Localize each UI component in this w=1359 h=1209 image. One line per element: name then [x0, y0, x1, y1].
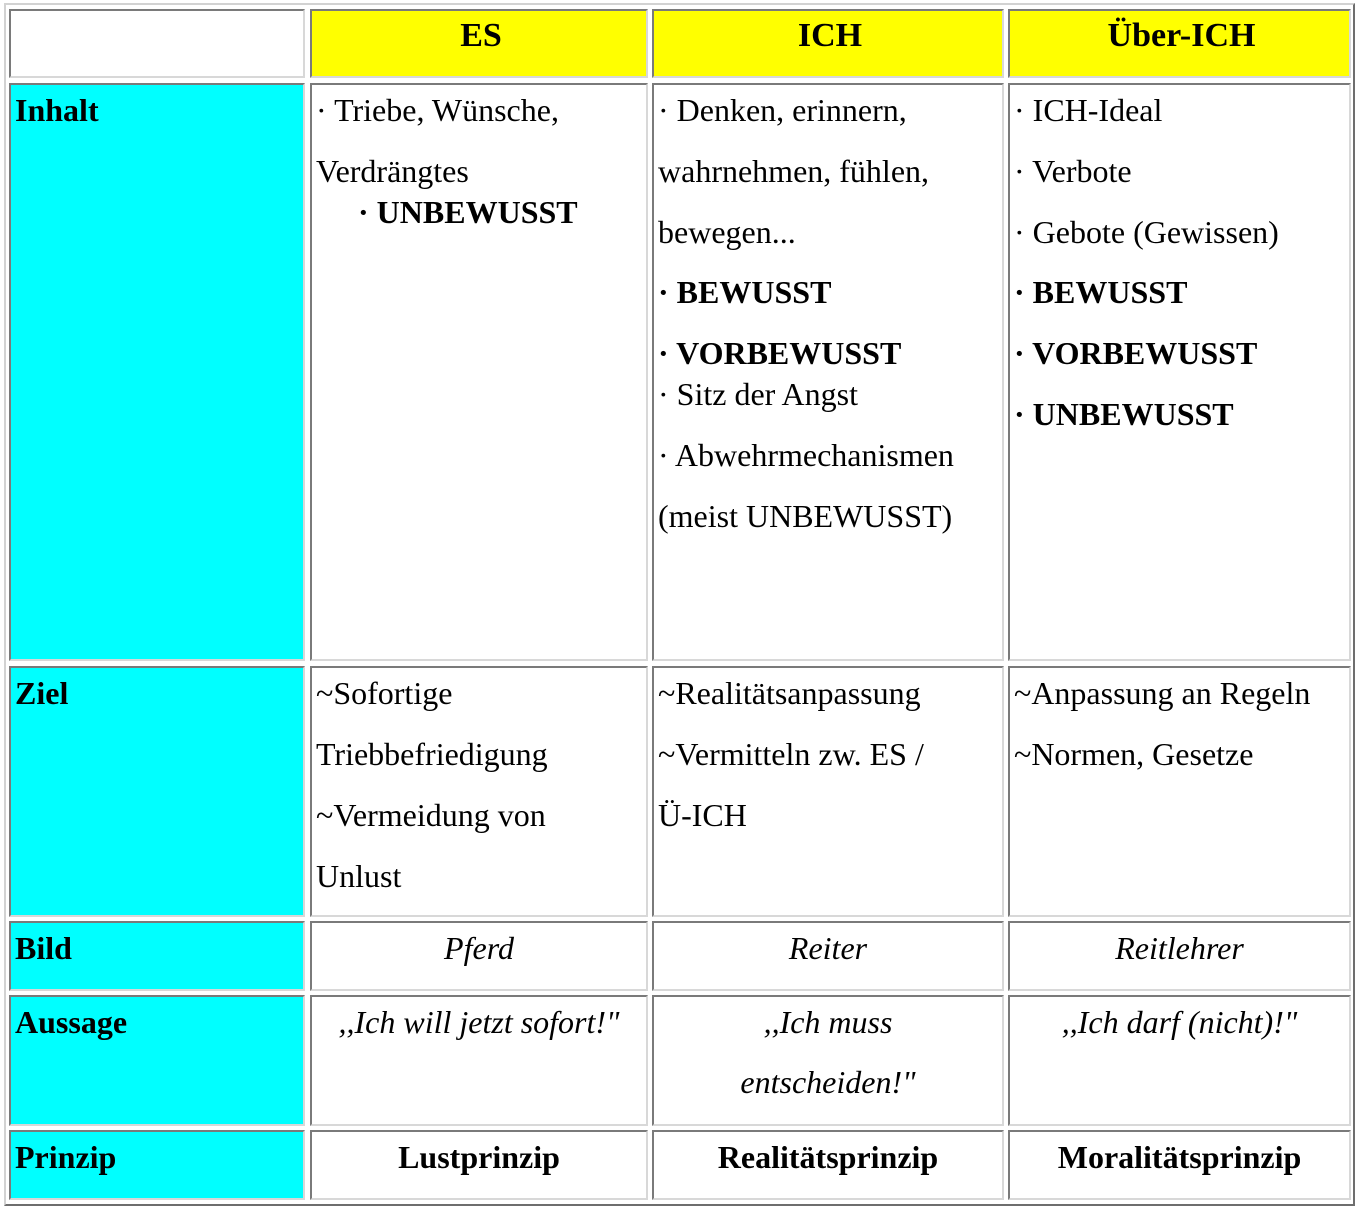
inhalt-ueber-unbewusst: · UNBEWUSST	[1014, 396, 1234, 432]
aussage-ueber-ich-cell	[1008, 995, 1351, 1126]
inhalt-es-cell	[310, 83, 648, 661]
inhalt-ich-cell	[652, 83, 1004, 661]
row-label-ziel: Ziel	[15, 675, 69, 711]
inhalt-es-line: · Triebe, Wünsche,	[316, 92, 559, 128]
aussage-ich-line: ,,Ich muss	[763, 1004, 893, 1040]
ziel-ich-line: ~Realitätsanpassung	[658, 675, 921, 711]
prinzip-es: Lustprinzip	[398, 1139, 560, 1175]
inhalt-ich-line: wahrnehmen, fühlen,	[658, 153, 930, 189]
header-ueber-ich: Über-ICH	[1107, 17, 1256, 54]
aussage-es: ,,Ich will jetzt sofort!"	[338, 1004, 620, 1040]
ziel-es-line: ~Sofortige	[316, 675, 453, 711]
row-label-ziel-cell	[9, 666, 305, 917]
row-label-prinzip-cell	[9, 1130, 305, 1200]
inhalt-ueber-ich-cell	[1008, 83, 1351, 661]
aussage-ueber-ich: ,,Ich darf (nicht)!"	[1061, 1004, 1298, 1040]
bild-es: Pferd	[444, 930, 514, 966]
bild-es-cell	[310, 921, 648, 991]
row-label-aussage: Aussage	[15, 1004, 128, 1040]
row-label-bild-cell	[9, 921, 305, 991]
inhalt-ueber-line: · ICH-Ideal	[1014, 92, 1163, 128]
ziel-es-line: Triebbefriedigung	[316, 736, 548, 772]
prinzip-ich-cell	[652, 1130, 1004, 1200]
row-label-bild: Bild	[15, 930, 72, 966]
inhalt-ich-line: · Abwehrmechanismen	[658, 437, 954, 473]
header-es-cell	[310, 9, 648, 78]
bild-ueber-ich: Reitlehrer	[1115, 930, 1244, 966]
inhalt-ich-line: · Sitz der Angst	[658, 376, 858, 412]
row-label-inhalt: Inhalt	[15, 92, 99, 128]
header-es: ES	[460, 17, 502, 54]
aussage-ich-cell	[652, 995, 1004, 1126]
inhalt-es-unbewusst: · UNBEWUSST	[358, 194, 578, 230]
aussage-es-cell	[310, 995, 648, 1126]
inhalt-es-line: Verdrängtes	[316, 153, 469, 189]
inhalt-ueber-vorbewusst: · VORBEWUSST	[1014, 335, 1258, 371]
row-label-inhalt-cell	[9, 83, 305, 661]
bild-ich-cell	[652, 921, 1004, 991]
ziel-es-cell	[310, 666, 648, 917]
inhalt-ueber-line: · Gebote (Gewissen)	[1014, 214, 1279, 250]
inhalt-ueber-bewusst: · BEWUSST	[1014, 274, 1188, 310]
header-ich-cell	[652, 9, 1004, 78]
bild-ueber-ich-cell	[1008, 921, 1351, 991]
prinzip-ueber-ich-cell	[1008, 1130, 1351, 1200]
ziel-ueber-ich-cell	[1008, 666, 1351, 917]
row-label-aussage-cell	[9, 995, 305, 1126]
ziel-ich-cell	[652, 666, 1004, 917]
prinzip-es-cell	[310, 1130, 648, 1200]
row-label-prinzip: Prinzip	[15, 1139, 117, 1175]
ziel-ueber-line: ~Anpassung an Regeln	[1014, 675, 1311, 711]
inhalt-ueber-line: · Verbote	[1014, 153, 1132, 189]
inhalt-ich-vorbewusst: · VORBEWUSST	[658, 335, 902, 371]
inhalt-ich-line: · Denken, erinnern,	[658, 92, 907, 128]
bild-ich: Reiter	[788, 930, 868, 966]
ziel-ueber-line: ~Normen, Gesetze	[1014, 736, 1254, 772]
ziel-es-line: Unlust	[316, 858, 402, 894]
inhalt-ich-line: bewegen...	[658, 214, 796, 250]
aussage-ich-line: entscheiden!"	[740, 1064, 916, 1100]
ziel-ich-line: Ü-ICH	[658, 797, 747, 833]
ziel-ich-line: ~Vermitteln zw. ES /	[658, 736, 924, 772]
inhalt-ich-line: (meist UNBEWUSST)	[658, 498, 953, 534]
header-ueber-ich-cell	[1008, 9, 1351, 78]
inhalt-ich-bewusst: · BEWUSST	[658, 274, 832, 310]
prinzip-ueber-ich: Moralitätsprinzip	[1057, 1139, 1302, 1175]
prinzip-ich: Realitätsprinzip	[717, 1139, 939, 1175]
ziel-es-line: ~Vermeidung von	[316, 797, 546, 833]
header-ich: ICH	[797, 17, 863, 54]
header-corner-cell	[9, 9, 305, 78]
